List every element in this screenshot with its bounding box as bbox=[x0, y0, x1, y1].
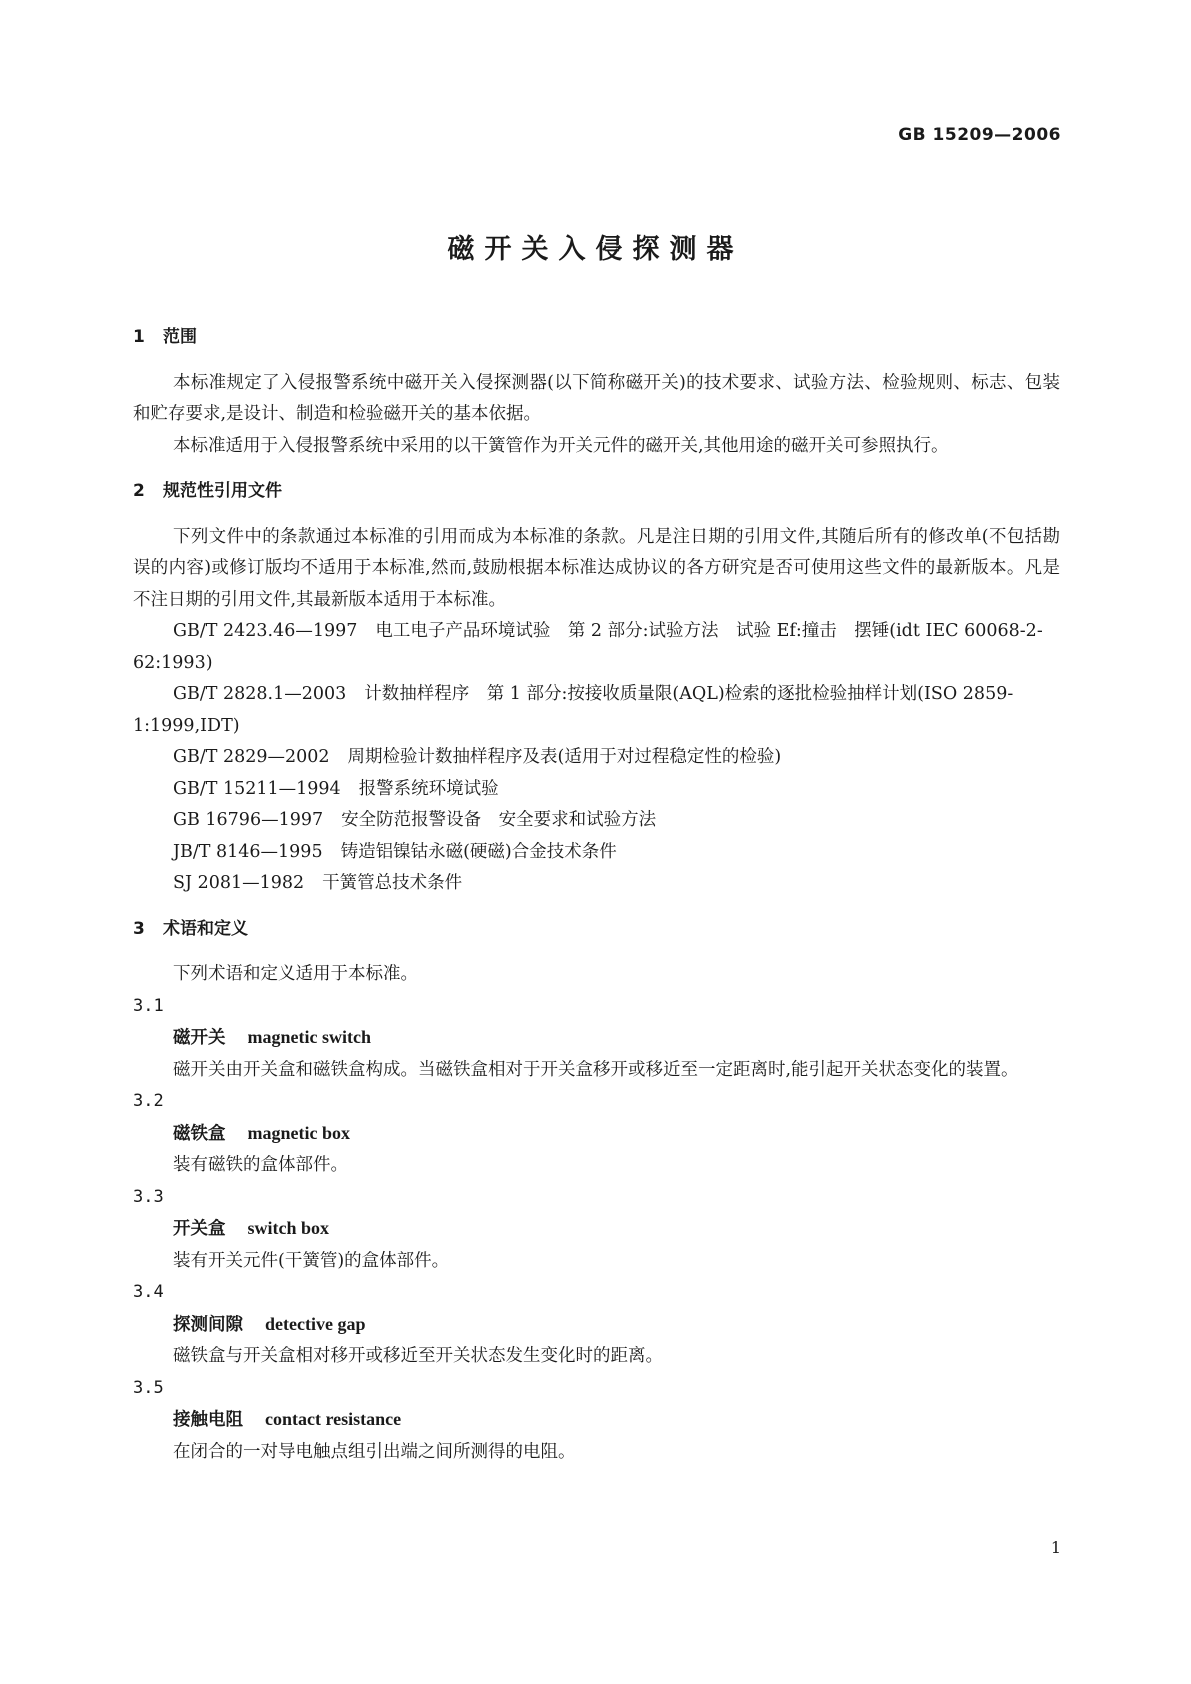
term-number: 3.4 bbox=[133, 1282, 164, 1302]
reference-item bbox=[133, 805, 1060, 837]
reference-title: 报警系统环境试验 bbox=[358, 778, 499, 799]
section-number: 2 bbox=[133, 481, 145, 501]
term-name-zh: 探测间隙 bbox=[173, 1314, 243, 1335]
section-number: 3 bbox=[133, 918, 145, 939]
reference-code: GB/T 15211—1994 bbox=[173, 778, 341, 799]
term-name-en: switch box bbox=[247, 1218, 330, 1238]
section-3-heading bbox=[133, 914, 1060, 946]
term-name-en: magnetic switch bbox=[247, 1027, 371, 1047]
term-number: 3.3 bbox=[133, 1186, 164, 1207]
term-entry bbox=[133, 1086, 1060, 1182]
term-name bbox=[133, 1022, 1060, 1055]
standard-code: GB 15209—2006 bbox=[898, 125, 1061, 145]
term-number: 3.2 bbox=[133, 1091, 164, 1111]
term-entry bbox=[133, 991, 1060, 1087]
term-name-zh: 接触电阻 bbox=[173, 1410, 243, 1430]
term-number: 3.1 bbox=[133, 995, 164, 1016]
term-name bbox=[133, 1309, 1060, 1342]
reference-title: 计数抽样程序 第 1 部分:按接收质量限(AQL)检索的逐批检验抽样计划(ISO 2859-1:1999,IDT) bbox=[133, 684, 1014, 736]
reference-code: JB/T 8146—1995 bbox=[173, 841, 323, 862]
reference-title: 电工电子产品环境试验 第 2 部分:试验方法 试验 Ef:撞击 摆锤(idt IEC 60068-2-62:1993) bbox=[133, 621, 1043, 673]
term-name bbox=[133, 1404, 1060, 1437]
section-title: 范围 bbox=[163, 327, 197, 347]
term-name-zh: 磁开关 bbox=[173, 1028, 226, 1048]
document-title: 磁开关入侵探测器 bbox=[447, 234, 744, 265]
term-definition: 磁开关由开关盒和磁铁盒构成。当磁铁盒相对于开关盒移开或移近至一定距离时,能引起开关状态变化的装置。 bbox=[173, 1059, 1019, 1080]
term-name-en: contact resistance bbox=[265, 1409, 402, 1429]
term-name bbox=[133, 1118, 1060, 1151]
document-body bbox=[133, 322, 1060, 1468]
reference-code: GB 16796—1997 bbox=[173, 810, 324, 830]
reference-item bbox=[133, 616, 1060, 679]
paragraph: 下列文件中的条款通过本标准的引用而成为本标准的条款。凡是注日期的引用文件,其随后所有的修改单(不包括勘误的内容)或修订版均不适用于本标准,然而,鼓励根据本标准达成协议的各方研究是否可使用这些文件的最新版本。凡是不注日期的引用文件,其最新版本适用于本标准。 bbox=[133, 526, 1060, 610]
reference-item bbox=[133, 679, 1060, 742]
section-title: 术语和定义 bbox=[163, 918, 248, 939]
term-number: 3.5 bbox=[133, 1377, 164, 1398]
reference-item bbox=[133, 868, 1060, 900]
reference-title: 铸造铝镍钴永磁(硬磁)合金技术条件 bbox=[340, 841, 617, 862]
paragraph: 下列术语和定义适用于本标准。 bbox=[173, 964, 418, 984]
term-name bbox=[133, 1213, 1060, 1246]
section-1-heading bbox=[133, 322, 1060, 354]
reference-item bbox=[133, 774, 1060, 806]
section-number: 1 bbox=[133, 327, 145, 347]
term-entry bbox=[133, 1182, 1060, 1278]
reference-code: GB/T 2829—2002 bbox=[173, 747, 330, 767]
reference-title: 安全防范报警设备 安全要求和试验方法 bbox=[341, 810, 657, 830]
term-name-zh: 开关盒 bbox=[173, 1219, 226, 1239]
section-2-heading bbox=[133, 476, 1060, 508]
paragraph: 本标准适用于入侵报警系统中采用的以干簧管作为开关元件的磁开关,其他用途的磁开关可参照执行。 bbox=[173, 435, 949, 456]
term-entry bbox=[133, 1373, 1060, 1469]
term-definition: 在闭合的一对导电触点组引出端之间所测得的电阻。 bbox=[173, 1441, 576, 1462]
term-definition: 装有磁铁的盒体部件。 bbox=[173, 1155, 348, 1175]
section-title: 规范性引用文件 bbox=[163, 481, 282, 501]
reference-item bbox=[133, 837, 1060, 869]
reference-code: GB/T 2423.46—1997 bbox=[173, 621, 358, 641]
term-name-en: detective gap bbox=[265, 1313, 366, 1334]
reference-title: 周期检验计数抽样程序及表(适用于对过程稳定性的检验) bbox=[347, 747, 782, 767]
reference-title: 干簧管总技术条件 bbox=[322, 873, 463, 893]
term-definition: 磁铁盒与开关盒相对移开或移近至开关状态发生变化时的距离。 bbox=[173, 1346, 663, 1366]
paragraph: 本标准规定了入侵报警系统中磁开关入侵探测器(以下简称磁开关)的技术要求、试验方法、检验规则、标志、包装和贮存要求,是设计、制造和检验磁开关的基本依据。 bbox=[133, 372, 1060, 424]
reference-item bbox=[133, 742, 1060, 774]
term-name-en: magnetic box bbox=[247, 1122, 350, 1143]
page-number: 1 bbox=[1050, 1538, 1061, 1557]
reference-code: GB/T 2828.1—2003 bbox=[173, 684, 347, 704]
reference-code: SJ 2081—1982 bbox=[173, 873, 305, 893]
term-entry bbox=[133, 1277, 1060, 1373]
term-definition: 装有开关元件(干簧管)的盒体部件。 bbox=[173, 1250, 450, 1271]
term-name-zh: 磁铁盒 bbox=[173, 1123, 226, 1144]
